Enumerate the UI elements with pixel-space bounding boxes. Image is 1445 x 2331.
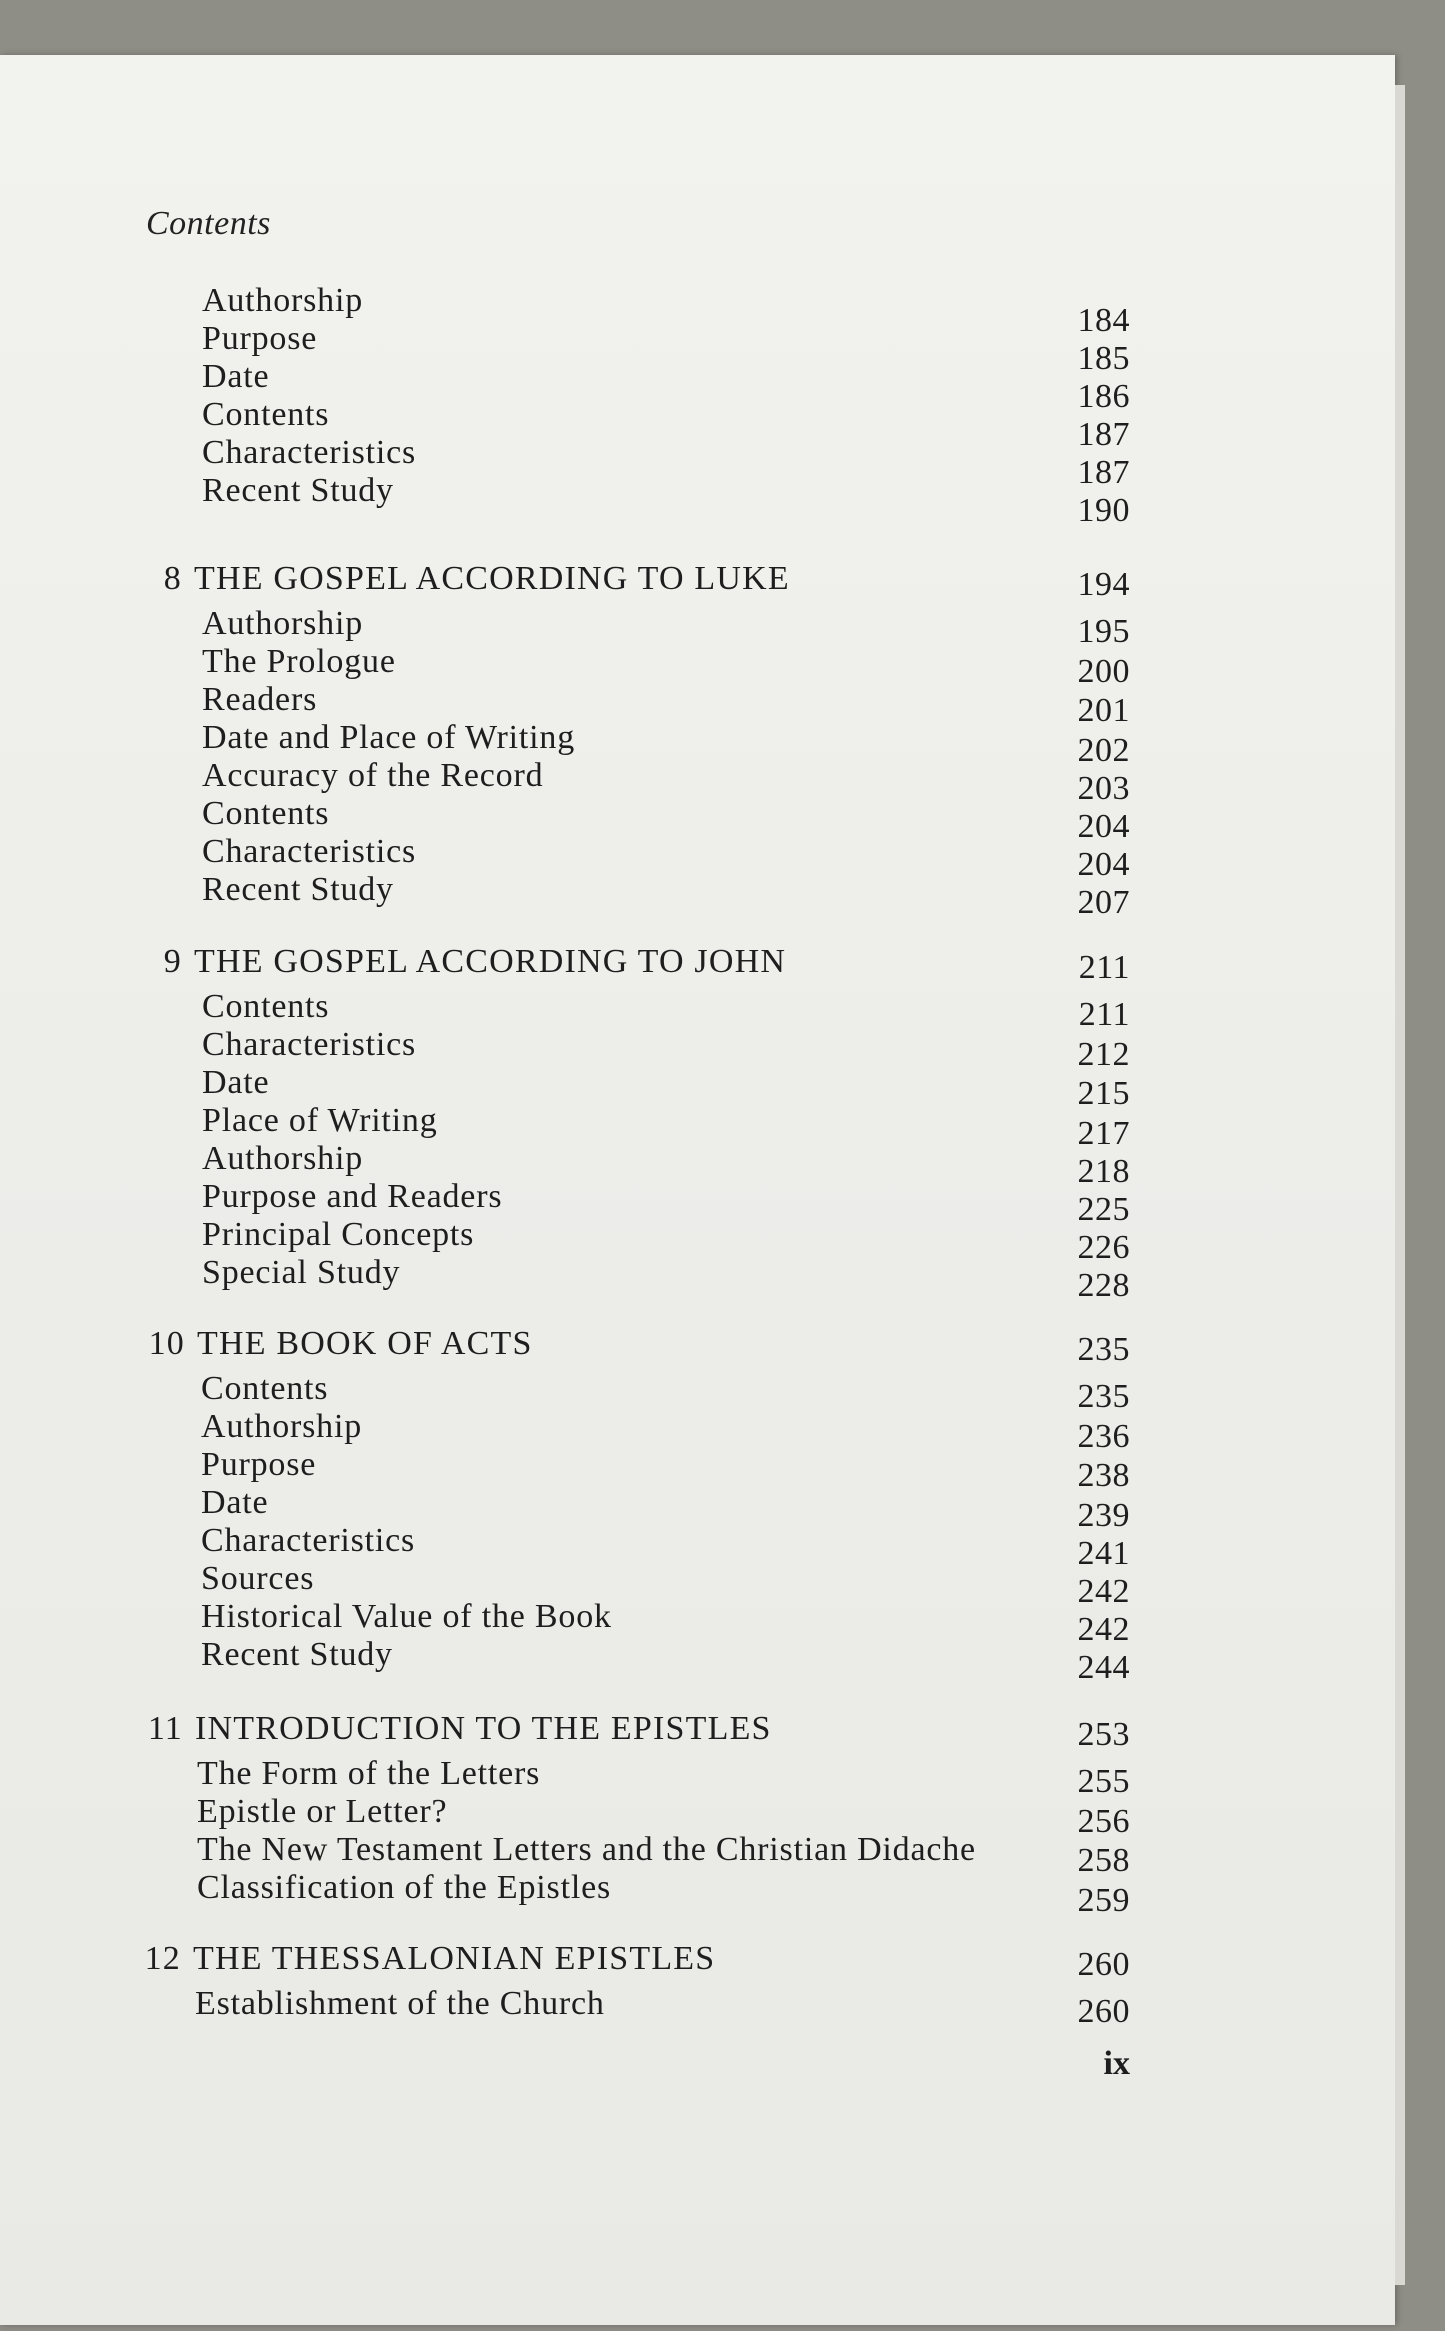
chapter-page: 235 (1077, 1331, 1130, 1368)
toc-entry (202, 795, 329, 833)
toc-entry-page: 211 (1078, 996, 1130, 1033)
toc-entry-title: Contents (202, 795, 330, 832)
chapter-page: 194 (1077, 566, 1130, 603)
toc-entry (202, 358, 269, 396)
toc-entry-page: 256 (1077, 1802, 1130, 1840)
toc-entry (202, 1178, 502, 1216)
toc-entry-title: Epistle or Letter? (197, 1793, 448, 1830)
toc-entry (202, 320, 317, 358)
chapter-title: INTRODUCTION TO THE EPISTLES (195, 1710, 772, 1747)
toc-entry-title: Authorship (202, 1140, 363, 1177)
toc-entry-title: Readers (202, 681, 318, 718)
chapter-number: 10 (148, 1325, 185, 1362)
toc-entry-title: Recent Study (202, 472, 394, 509)
toc-entry (197, 1869, 611, 1907)
page-number: ix (1103, 2045, 1130, 2082)
toc-entry (201, 1484, 268, 1522)
toc-entry-page: 239 (1077, 1496, 1130, 1534)
toc-entry (197, 1793, 447, 1831)
toc-entry-title: Contents (202, 988, 330, 1025)
chapter-title: THE GOSPEL ACCORDING TO JOHN (194, 943, 787, 980)
toc-entry (202, 396, 329, 434)
chapter-page: 260 (1077, 1946, 1130, 1983)
toc-entry-page: 200 (1077, 652, 1130, 690)
toc-entry-title: Characteristics (201, 1522, 416, 1559)
toc-entry (202, 757, 543, 795)
toc-entry-title: Date (201, 1484, 269, 1521)
toc-entry-title: Historical Value of the Book (201, 1598, 612, 1635)
toc-entry-title: Authorship (202, 605, 363, 642)
toc-entry-title: Contents (202, 396, 330, 433)
toc-entry-page: 226 (1077, 1228, 1130, 1266)
toc-entry-title: Purpose (201, 1446, 317, 1483)
chapter-heading (160, 560, 790, 600)
toc-entry (201, 1598, 612, 1636)
toc-entry (202, 1216, 474, 1254)
toc-entry-title: The Form of the Letters (197, 1755, 541, 1792)
toc-entry-page: 236 (1077, 1417, 1130, 1455)
toc-entry-title: Recent Study (202, 871, 394, 908)
toc-entry (197, 1831, 976, 1869)
toc-entry-title: Characteristics (202, 1026, 417, 1063)
chapter-number: 8 (163, 560, 182, 597)
toc-entry-page: 218 (1077, 1152, 1130, 1190)
toc-entry-title: Purpose and Readers (202, 1178, 503, 1215)
toc-entry-page: 255 (1077, 1763, 1130, 1800)
toc-entry (202, 643, 396, 681)
toc-entry (202, 472, 394, 510)
toc-entry-page: 235 (1077, 1378, 1130, 1415)
toc-entry-page: 187 (1077, 416, 1130, 453)
toc-entry-page: 204 (1077, 845, 1130, 883)
chapter-heading (160, 943, 786, 983)
toc-entry (201, 1446, 316, 1484)
toc-entry-page: 212 (1077, 1035, 1130, 1073)
chapter-heading (141, 1940, 715, 1980)
toc-entry-title: Date (202, 1064, 270, 1101)
toc-entry (202, 988, 329, 1026)
toc-entry (201, 1522, 415, 1560)
toc-entry-title: Authorship (202, 282, 363, 319)
toc-entry (202, 871, 394, 909)
toc-entry-title: Place of Writing (202, 1102, 438, 1139)
toc-entry (195, 1985, 605, 2023)
toc-entry (202, 1254, 400, 1292)
toc-entry-title: Sources (201, 1560, 315, 1597)
toc-entry-page: 228 (1077, 1266, 1130, 1304)
toc-entry-title: The New Testament Letters and the Christian Didache (197, 1831, 976, 1868)
chapter-number: 9 (163, 943, 182, 980)
toc-entry-title: Date (202, 358, 270, 395)
toc-entry (202, 1064, 269, 1102)
toc-entry (201, 1408, 362, 1446)
toc-entry-title: Characteristics (202, 833, 417, 870)
toc-entry (202, 282, 363, 320)
chapter-page: 211 (1078, 949, 1130, 986)
toc-entry-page: 207 (1077, 883, 1130, 921)
toc-entry-title: Establishment of the Church (195, 1985, 605, 2022)
toc-entry-page: 186 (1077, 378, 1130, 415)
toc-entry (202, 681, 317, 719)
chapter-number: 12 (144, 1940, 181, 1977)
toc-entry-page: 185 (1077, 340, 1130, 377)
toc-entry-title: Accuracy of the Record (202, 757, 544, 794)
toc-entry-title: Principal Concepts (202, 1216, 475, 1253)
toc-entry-page: 244 (1077, 1648, 1130, 1686)
toc-entry-page: 184 (1077, 302, 1130, 339)
chapter-title: THE GOSPEL ACCORDING TO LUKE (194, 560, 790, 597)
toc-entry-page: 258 (1077, 1842, 1130, 1879)
toc-entry-page: 190 (1077, 492, 1130, 529)
toc-entry-page: 241 (1077, 1534, 1130, 1572)
toc-entry-title: Special Study (202, 1254, 401, 1291)
toc-entry-page: 187 (1077, 454, 1130, 491)
toc-entry (202, 1026, 416, 1064)
toc-entry-page: 259 (1077, 1881, 1130, 1919)
toc-entry-page: 215 (1077, 1075, 1130, 1112)
toc-entry (202, 434, 416, 472)
chapter-title: THE BOOK OF ACTS (197, 1325, 533, 1362)
toc-entry (201, 1560, 314, 1598)
toc-entry (202, 1140, 363, 1178)
toc-entry-title: Characteristics (202, 434, 417, 471)
chapter-number: 11 (147, 1710, 183, 1747)
running-head: Contents (146, 205, 271, 242)
toc-entry-title: Authorship (201, 1408, 362, 1445)
toc-entry-page: 225 (1077, 1190, 1130, 1228)
chapter-title: THE THESSALONIAN EPISTLES (193, 1940, 716, 1977)
toc-entry-title: Classification of the Epistles (197, 1869, 611, 1906)
chapter-heading (143, 1710, 772, 1750)
toc-entry-title: Contents (201, 1370, 329, 1407)
toc-entry-title: Recent Study (201, 1636, 393, 1673)
toc-entry-page: 203 (1077, 769, 1130, 807)
toc-entry (202, 1102, 438, 1140)
toc-entry (202, 833, 416, 871)
toc-entry-page: 195 (1077, 613, 1130, 650)
toc-entry (197, 1755, 540, 1793)
toc-entry-page: 202 (1077, 731, 1130, 769)
toc-entry (201, 1636, 393, 1674)
toc-entry (202, 719, 575, 757)
toc-entry-page: 260 (1077, 1993, 1130, 2030)
toc-entry-page: 217 (1077, 1114, 1130, 1152)
toc-entry (201, 1370, 328, 1408)
toc-entry (202, 605, 363, 643)
toc-entry-page: 242 (1077, 1572, 1130, 1610)
toc-entry-title: Date and Place of Writing (202, 719, 575, 756)
toc-entry-page: 242 (1077, 1610, 1130, 1648)
toc-entry-title: The Prologue (202, 643, 396, 680)
toc-entry-page: 204 (1077, 807, 1130, 845)
toc-entry-page: 238 (1077, 1457, 1130, 1494)
chapter-page: 253 (1077, 1716, 1130, 1753)
toc-entry-page: 201 (1077, 692, 1130, 729)
chapter-heading (145, 1325, 533, 1365)
toc-entry-title: Purpose (202, 320, 318, 357)
